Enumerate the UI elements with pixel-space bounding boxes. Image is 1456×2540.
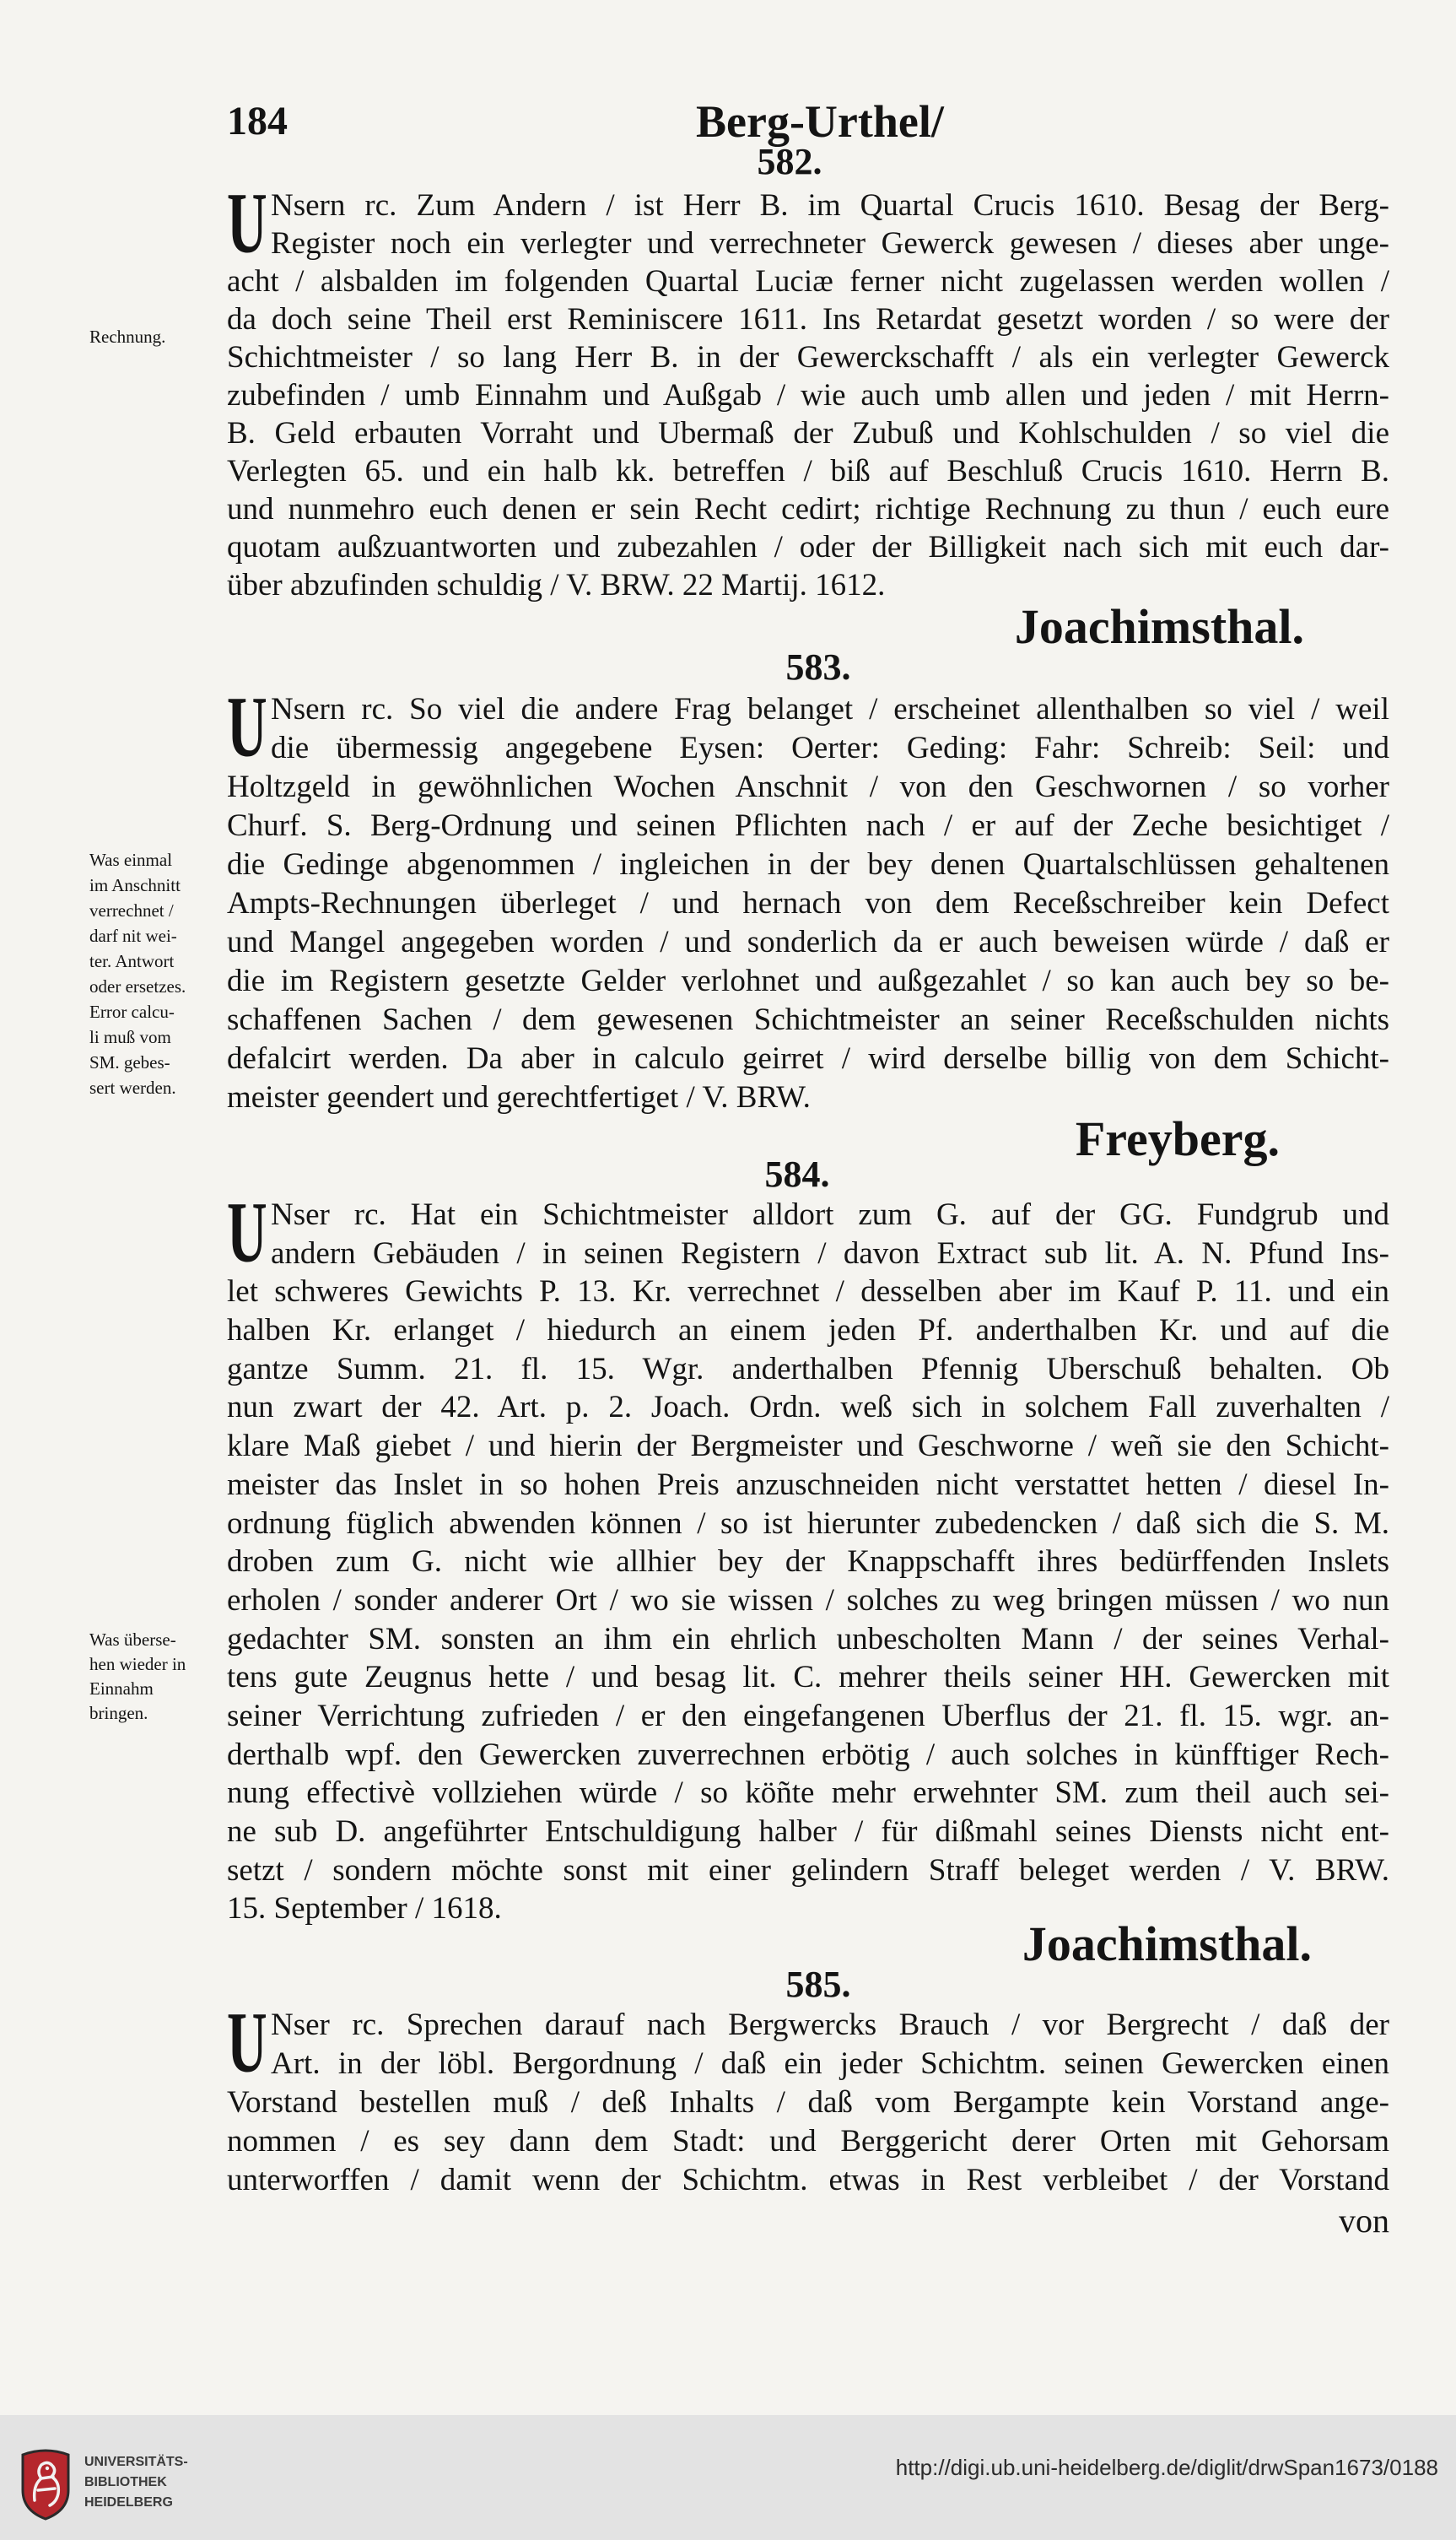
text-line: gantze Summ. 21. fl. 15. Wgr. anderthalben Pfennig Uberschuß behalten. Ob	[227, 1351, 1389, 1386]
text-line: die Gedinge abgenommen / ingleichen in der bey denen Quartalschlüssen gehaltenen	[227, 847, 1389, 882]
paragraph-582	[227, 176, 1389, 604]
margin-note-line: hen wieder in	[89, 1654, 186, 1674]
place-name: Freyberg.	[1075, 1111, 1280, 1166]
margin-note-line: li muß vom	[89, 1027, 171, 1047]
margin-note-line: im Anschnitt	[89, 875, 181, 895]
text-line: schaffenen Sachen / dem gewesenen Schichtmeister an seiner Receßschulden nichts	[227, 1002, 1389, 1037]
catchword: von	[1339, 2202, 1389, 2240]
margin-note	[89, 847, 224, 1100]
text-line: und nunmehro euch denen er sein Recht cedirt; richtige Rechnung zu thun / euch eure	[227, 492, 1389, 527]
text-line: Schichtmeister / so lang Herr B. in der Gewerckschafft / als ein verlegter Gewerck	[227, 340, 1389, 375]
drop-cap: U	[227, 1185, 267, 1281]
paragraph-585	[227, 1995, 1389, 2200]
margin-note-line: Rechnung.	[89, 327, 166, 347]
text-line: gedachter SM. sonsten an ihm ein ehrlich unbescholten Mann / der seines Verhal-	[227, 1621, 1389, 1656]
paragraph-584	[227, 1185, 1389, 1928]
text-line: Nser rc. Hat ein Schichtmeister alldort zum G. auf der GG. Fundgrub und	[271, 1197, 1389, 1232]
text-line: erholen / sonder anderer Ort / wo sie wissen / solches zu weg bringen müssen / wo nun	[227, 1582, 1389, 1618]
running-title: Berg-Urthel/	[696, 96, 944, 147]
library-name-line: BIBLIOTHEK	[84, 2475, 167, 2489]
text-line: Verlegten 65. und ein halb kk. betreffen / biß auf Beschluß Crucis 1610. Herrn B.	[227, 454, 1389, 489]
margin-note-line: ter. Antwort	[89, 951, 175, 971]
text-line: derthalb wpf. den Gewercken zuverrechnen erbötig / auch solches in künfftiger Rech-	[227, 1737, 1389, 1772]
text-line: seiner Verrichtung zufrieden / er den eingefangenen Uberflus der 21. fl. 15. wgr. an-	[227, 1698, 1389, 1733]
text-line: nun zwart der 42. Art. p. 2. Joach. Ordn. weß sich in solchem Fall zuverhalten /	[227, 1390, 1389, 1425]
margin-note-line: verrechnet /	[89, 900, 174, 921]
place-name: Joachimsthal.	[1014, 599, 1304, 654]
margin-note-line: Was einmal	[89, 850, 173, 870]
margin-note	[89, 325, 224, 349]
margin-note-line: SM. gebes-	[89, 1052, 170, 1073]
margin-note-line: Was überse-	[89, 1629, 176, 1650]
text-line: Churf. S. Berg-Ordnung und seinen Pflichten nach / er auf der Zeche besichtiget /	[227, 808, 1389, 843]
library-name	[84, 2452, 188, 2513]
text-line: halben Kr. erlanget / hiedurch an einem jeden Pf. anderthalben Kr. und auf die	[227, 1313, 1389, 1348]
text-line: Ampts-Rechnungen überleget / und hernach von dem Receßschreiber kein Defect	[227, 886, 1389, 921]
text-line: und Mangel angegeben worden / und sonderlich da er auch beweisen würde / daß er	[227, 925, 1389, 959]
text-line: nommen / es sey dann dem Stadt: und Berggericht derer Orten mit Gehorsam	[227, 2124, 1389, 2159]
library-name-line: HEIDELBERG	[84, 2495, 173, 2510]
text-line: meister das Inslet in so hohen Preis anzuschneiden nicht verstattet hetten / diesel In-	[227, 1467, 1389, 1502]
text-line: Vorstand bestellen muß / deß Inhalts / daß vom Bergampte kein Vorstand ange-	[227, 2085, 1389, 2120]
text-line: let schweres Gewichts P. 13. Kr. verrechnet / desselben aber im Kauf P. 11. und ein	[227, 1274, 1389, 1310]
text-line: ne sub D. angeführter Entschuldigung halber / für dißmahl seines Diensts nicht ent-	[227, 1814, 1389, 1849]
margin-note-line: Error calcu-	[89, 1002, 175, 1022]
page-number: 184	[227, 99, 288, 143]
drop-cap: U	[227, 679, 267, 776]
text-line: Nsern rc. So viel die andere Frag belanget / erscheinet allenthalben so viel / weil	[271, 692, 1389, 727]
library-logo-icon	[16, 2446, 75, 2521]
text-line: defalcirt werden. Da aber in calculo geirret / wird derselbe billig von dem Schicht-	[227, 1041, 1389, 1076]
library-name-line: UNIVERSITÄTS-	[84, 2455, 188, 2469]
text-line: Art. in der löbl. Bergordnung / daß ein jeder Schichtm. seinen Gewercken einen	[271, 2046, 1389, 2081]
paragraph-583	[227, 679, 1389, 1117]
text-line: die übermessig angegebene Eysen: Oerter: Geding: Fahr: Schreib: Seil: und	[271, 731, 1389, 765]
text-line: Register noch ein verlegter und verrechneter Gewerck gewesen / dieses aber unge-	[271, 226, 1389, 261]
section-number: 584.	[764, 1154, 830, 1195]
margin-note-line: oder ersetzes.	[89, 976, 186, 997]
text-line: nung effectivè vollziehen würde / so köñte mehr erwehnter SM. zum theil auch sei-	[227, 1775, 1389, 1811]
place-name: Joachimsthal.	[1022, 1916, 1312, 1971]
margin-note-line: sert werden.	[89, 1078, 176, 1098]
text-line: ordnung füglich abwenden können / so ist hierunter zubedencken / daß sich die S. M.	[227, 1505, 1389, 1541]
text-line: acht / alsbalden im folgenden Quartal Luciæ ferner nicht zugelassen werden wollen /	[227, 264, 1389, 299]
section-number: 585.	[785, 1964, 851, 2005]
text-line: Holtzgeld in gewöhnlichen Wochen Anschnit / von den Geschwornen / so vorher	[227, 770, 1389, 804]
text-line: klare Maß giebet / und hierin der Bergmeister und Geschworne / weñ sie den Schicht-	[227, 1429, 1389, 1464]
drop-cap: U	[227, 176, 267, 272]
drop-cap: U	[227, 1995, 267, 2091]
text-line: Nser rc. Sprechen darauf nach Bergwercks Brauch / vor Bergrecht / daß der	[271, 2008, 1389, 2042]
text-line: quotam außzuantworten und zubezahlen / oder der Billigkeit nach sich mit euch dar-	[227, 530, 1389, 565]
source-url: http://digi.ub.uni-heidelberg.de/diglit/drwSpan1673/0188	[895, 2455, 1438, 2480]
margin-note-line: bringen.	[89, 1703, 148, 1723]
text-line: setzt / sondern möchte sonst mit einer gelindern Straff beleget werden / V. BRW.	[227, 1852, 1389, 1888]
text-line: da doch seine Theil erst Reminiscere 1611. Ins Retardat gesetzt worden / so were der	[227, 302, 1389, 337]
text-line: Nsern rc. Zum Andern / ist Herr B. im Quartal Crucis 1610. Besag der Berg-	[271, 188, 1389, 223]
text-line: 15. September / 1618.	[227, 1891, 502, 1927]
text-line: droben zum G. nicht wie allhier bey der Knappschafft ihres bedürffenden Inslets	[227, 1544, 1389, 1580]
margin-note	[89, 1628, 224, 1726]
text-line: zubefinden / umb Einnahm und Außgab / wie auch umb allen und jeden / mit Herrn-	[227, 378, 1389, 413]
text-line: B. Geld erbauten Vorraht und Ubermaß der Zubuß und Kohlschulden / so viel die	[227, 416, 1389, 451]
text-line: andern Gebäuden / in seinen Registern / davon Extract sub lit. A. N. Pfund Ins-	[271, 1235, 1389, 1271]
text-line: über abzufinden schuldig / V. BRW. 22 Martij. 1612.	[227, 568, 886, 603]
text-line: tens gute Zeugnus hette / und besag lit. C. mehrer theils seiner HH. Gewercken mit	[227, 1660, 1389, 1695]
margin-note-line: darf nit wei-	[89, 926, 177, 946]
section-number: 582.	[757, 141, 822, 182]
text-line: unterworffen / damit wenn der Schichtm. etwas in Rest verbleibet / der Vorstand	[227, 2163, 1389, 2197]
text-line: meister geendert und gerechtfertiget / V. BRW.	[227, 1080, 811, 1115]
margin-note-line: Einnahm	[89, 1678, 154, 1699]
section-number: 583.	[785, 646, 851, 688]
text-line: die im Registern gesetzte Gelder verlohnet und außgezahlet / so kan auch bey so be-	[227, 964, 1389, 998]
